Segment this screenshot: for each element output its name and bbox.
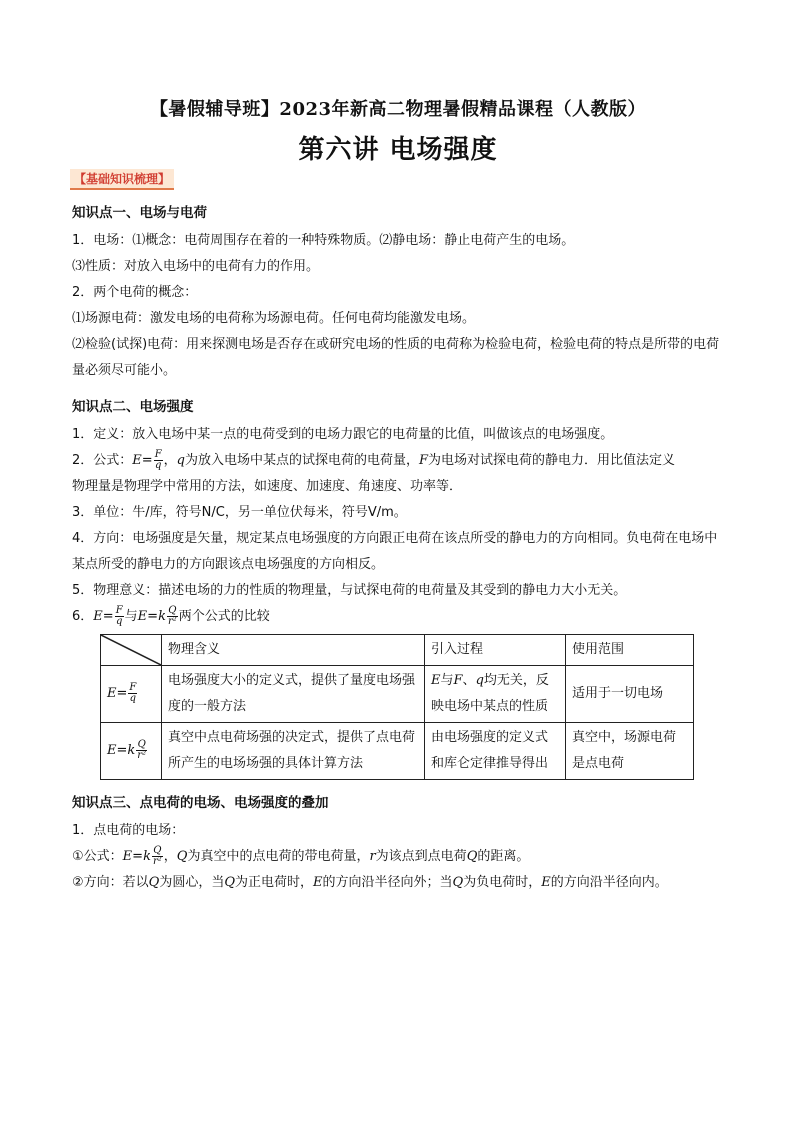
document-title: 【暑假辅导班】2023年新高二物理暑假精品课程（人教版） — [149, 99, 647, 120]
paragraph: 物理量是物理学中常用的方法，如速度、加速度、角速度、功率等． — [72, 479, 463, 494]
symbol-k: k — [158, 609, 166, 624]
fraction-denominator: r² — [152, 856, 162, 867]
symbol-Q: Q — [176, 849, 188, 864]
paragraph: 5．物理意义：描述电场的力的性质的物理量，与试探电荷的电荷量及其受到的静电力大小无关。 — [72, 583, 627, 598]
paragraph: 3．单位：牛/库，符号N/C，另一单位伏每米，符号V/m。 — [72, 505, 407, 520]
fraction-denominator: r² — [137, 750, 147, 761]
formula-text: 的距离。 — [477, 849, 530, 864]
formula-label: 2．公式： — [72, 453, 133, 468]
section-heading-2: 知识点二、电场强度 — [72, 399, 194, 415]
formula-label: ①公式： — [72, 849, 123, 864]
table-cell: 由电场强度的定义式和库仑定律推导得出 — [425, 723, 566, 780]
equals-sign: = — [116, 686, 128, 701]
document-page — [72, 98, 724, 896]
symbol-q: q — [475, 673, 484, 688]
fraction-Q-over-r2 — [167, 606, 178, 627]
fraction-Q-over-r2 — [136, 740, 147, 761]
section-tag: 【基础知识梳理】 — [70, 169, 174, 190]
table-header-cell: 使用范围 — [566, 635, 694, 666]
table-row — [101, 666, 694, 723]
fraction-denominator: q — [115, 616, 123, 627]
text-run: ②方向：若以 — [72, 875, 149, 890]
table-header-cell: 引入过程 — [425, 635, 566, 666]
paragraph: 1．定义：放入电场中某一点的电荷受到的电场力跟它的电荷量的比值，叫做该点的电场强度。 — [72, 427, 614, 442]
table-header-row — [101, 635, 694, 666]
symbol-F: F — [419, 453, 429, 468]
table-header-cell: 物理含义 — [162, 635, 425, 666]
fraction-numerator: F — [115, 605, 123, 616]
paragraph: 1．点电荷的电场： — [72, 823, 185, 838]
symbol-E: E — [107, 743, 117, 758]
paragraph: ⑵检验(试探)电荷：用来探测电场是否存在或研究电场的性质的电荷称为检验电荷，检验电荷的特点是所带的电荷量必须尽可能小。 — [72, 337, 720, 378]
cell-text: 均无关，反映电场中某点的性质 — [431, 673, 549, 714]
symbol-q: q — [176, 453, 185, 468]
table-row — [101, 723, 694, 780]
fraction-F-over-q — [115, 606, 124, 627]
equals-sign: = — [141, 453, 153, 468]
fraction-denominator: r² — [167, 616, 177, 627]
text-run: 的方向沿半径向内。 — [550, 875, 668, 890]
fraction-numerator: F — [154, 449, 162, 460]
fraction-denominator: q — [154, 460, 162, 471]
text-run: 为圆心，当 — [159, 875, 225, 890]
symbol-k: k — [127, 743, 136, 758]
text-run: 为正电荷时， — [235, 875, 314, 890]
equals-sign: = — [132, 849, 144, 864]
diagonal-corner-cell — [101, 635, 162, 666]
paragraph: 4．方向：电场强度是矢量，规定某点电场强度的方向跟正电荷在该点所受的静电力的方向相同。负电荷在电场中某点所受的静电力的方向跟该点电场强度的方向相反。 — [72, 531, 718, 572]
paragraph: ⑴场源电荷：激发电场的电荷称为场源电荷。任何电荷均能激发电场。 — [72, 311, 476, 326]
symbol-Q: Q — [148, 875, 160, 890]
row-formula-cell — [101, 666, 162, 723]
formula-text: 为真空中的点电荷的带电荷量， — [187, 849, 370, 864]
formula-text: 为电场对试探电荷的静电力．用比值法定义 — [428, 453, 676, 468]
symbol-Q: Q — [224, 875, 236, 890]
diagonal-line — [101, 635, 161, 665]
formula-paragraph: ①公式：E=k $\frac{Q}{\text{r²}}$ ，Q为真空中的点电荷的带电荷量，r为该点到点电荷Q的距离。 — [72, 845, 530, 867]
symbol-E: E — [137, 609, 148, 624]
symbol-E: E — [107, 686, 117, 701]
fraction-F-over-q — [154, 450, 163, 471]
paragraph: ⑶性质：对放入电场中的电荷有力的作用。 — [72, 259, 320, 274]
connector-text: 与 — [124, 609, 138, 624]
table-cell: 电场强度大小的定义式，提供了量度电场强度的一般方法 — [162, 666, 425, 723]
symbol-k: k — [143, 849, 151, 864]
fraction-numerator: Q — [137, 739, 146, 750]
symbol-Q: Q — [466, 849, 478, 864]
symbol-E: E — [93, 609, 103, 624]
formula-paragraph: 2．公式：E= $\frac{F}{q}$ ，q为放入电场中某点的试探电荷的电荷量，F为电场对试探电荷的静电力．用比值法定义 — [72, 449, 676, 471]
formula-text: 为放入电场中某点的试探电荷的电荷量， — [184, 453, 419, 468]
comparison-table — [100, 634, 694, 780]
fraction-Q-over-r2 — [152, 846, 163, 867]
text-run: 为负电荷时， — [463, 875, 542, 890]
fraction-denominator: q — [129, 693, 137, 704]
equals-sign: = — [147, 609, 159, 624]
symbol-E: E — [313, 875, 323, 890]
fraction-numerator: Q — [168, 605, 177, 616]
fraction-F-over-q — [128, 683, 137, 704]
section-heading-1: 知识点一、电场与电荷 — [72, 205, 207, 221]
cell-text: 与 — [440, 673, 454, 688]
table-cell: 真空中点电荷场强的决定式，提供了点电荷所产生的电场场强的具体计算方法 — [162, 723, 425, 780]
symbol-E: E — [132, 453, 142, 468]
direction-paragraph — [72, 870, 724, 896]
lesson-title: 第六讲 电场强度 — [298, 135, 498, 165]
fraction-numerator: Q — [153, 845, 162, 856]
symbol-F: F — [453, 673, 463, 688]
paragraph: 2．两个电荷的概念： — [72, 285, 198, 300]
text-run: 的方向沿半径向外；当 — [322, 875, 453, 890]
symbol-E: E — [431, 673, 441, 688]
row-formula-cell — [101, 723, 162, 780]
symbol-E: E — [541, 875, 551, 890]
comparison-intro — [72, 604, 724, 630]
table-cell: 真空中，场源电荷是点电荷 — [566, 723, 694, 780]
symbol-Q: Q — [452, 875, 464, 890]
table-cell: 适用于一切电场 — [566, 666, 694, 723]
equals-sign: = — [102, 609, 114, 624]
symbol-E: E — [122, 849, 133, 864]
symbol-r: r — [369, 849, 376, 864]
comparison-text: 两个公式的比较 — [178, 609, 270, 624]
table-cell — [425, 666, 566, 723]
cell-text: 、 — [462, 673, 476, 688]
list-number: 6． — [72, 609, 94, 624]
section-heading-3: 知识点三、点电荷的电场、电场强度的叠加 — [72, 795, 329, 811]
equals-sign: = — [116, 743, 128, 758]
formula-text: 为该点到点电荷 — [375, 849, 467, 864]
paragraph: 1．电场：⑴概念：电荷周围存在着的一种特殊物质。⑵静电场：静止电荷产生的电场。 — [72, 233, 575, 248]
fraction-numerator: F — [129, 682, 137, 693]
